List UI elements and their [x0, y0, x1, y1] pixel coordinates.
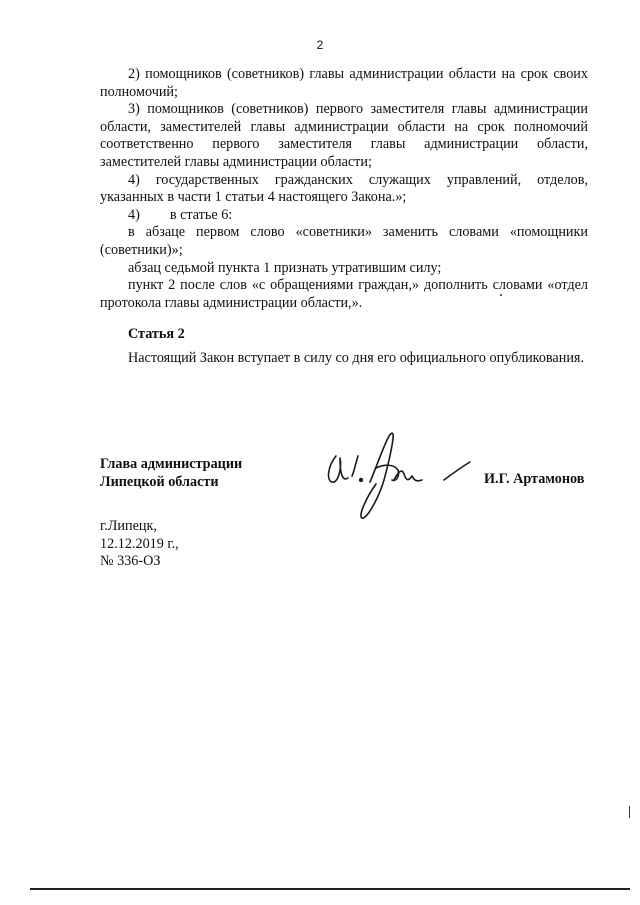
article-6-item-text: в статье 6:	[169, 206, 233, 223]
article-2-body	[100, 350, 588, 368]
law-issue-details	[100, 518, 179, 571]
article-2-title: Статья 2	[128, 326, 185, 342]
amendment-seventh-paragraph: абзац седьмой пункта 1 признать утратившим силу;	[128, 259, 442, 276]
amendment-point-2: пункт 2 после слов «с обращениями граждан,» дополнить словами «отдел протокола главы администрации области,».	[100, 277, 588, 311]
handwritten-signature	[318, 428, 478, 524]
list-item-3: 3) помощников (советников) первого заместителя главы администрации области, заместителей главы администрации области на срок полномочий соответственно первого заместителя главы администрации области, заместителей главы администрации области;	[100, 101, 588, 170]
signatory-position-line-1: Глава администрации	[100, 456, 243, 472]
amendment-first-paragraph: в абзаце первом слово «советники» заменить словами «помощники (советники)»;	[100, 224, 588, 258]
bottom-rule	[30, 888, 630, 890]
signatory-position	[100, 456, 242, 491]
list-item-4-civil-servants: 4) государственных гражданских служащих управлений, отделов, указанных в части 1 статьи 4 настоящего Закона.»;	[100, 171, 588, 206]
scan-speck	[629, 806, 630, 818]
scan-speck	[500, 294, 502, 296]
law-number: № 336-ОЗ	[100, 553, 161, 570]
law-amendments-text	[100, 66, 588, 312]
issue-date: 12.12.2019 г.,	[100, 535, 179, 552]
entry-into-force-text: Настоящий Закон вступает в силу со дня его официального опубликования.	[128, 350, 584, 366]
signatory-position-line-2: Липецкой области	[100, 473, 219, 490]
page-number: 2	[316, 38, 324, 52]
issue-city: г.Липецк,	[100, 518, 157, 534]
article-6-item-number: 4)	[128, 206, 140, 223]
article-6-heading	[100, 207, 588, 225]
signer-name: И.Г. Артамонов	[484, 471, 585, 487]
list-item-2: 2) помощников (советников) главы администрации области на срок своих полномочий;	[100, 66, 588, 100]
